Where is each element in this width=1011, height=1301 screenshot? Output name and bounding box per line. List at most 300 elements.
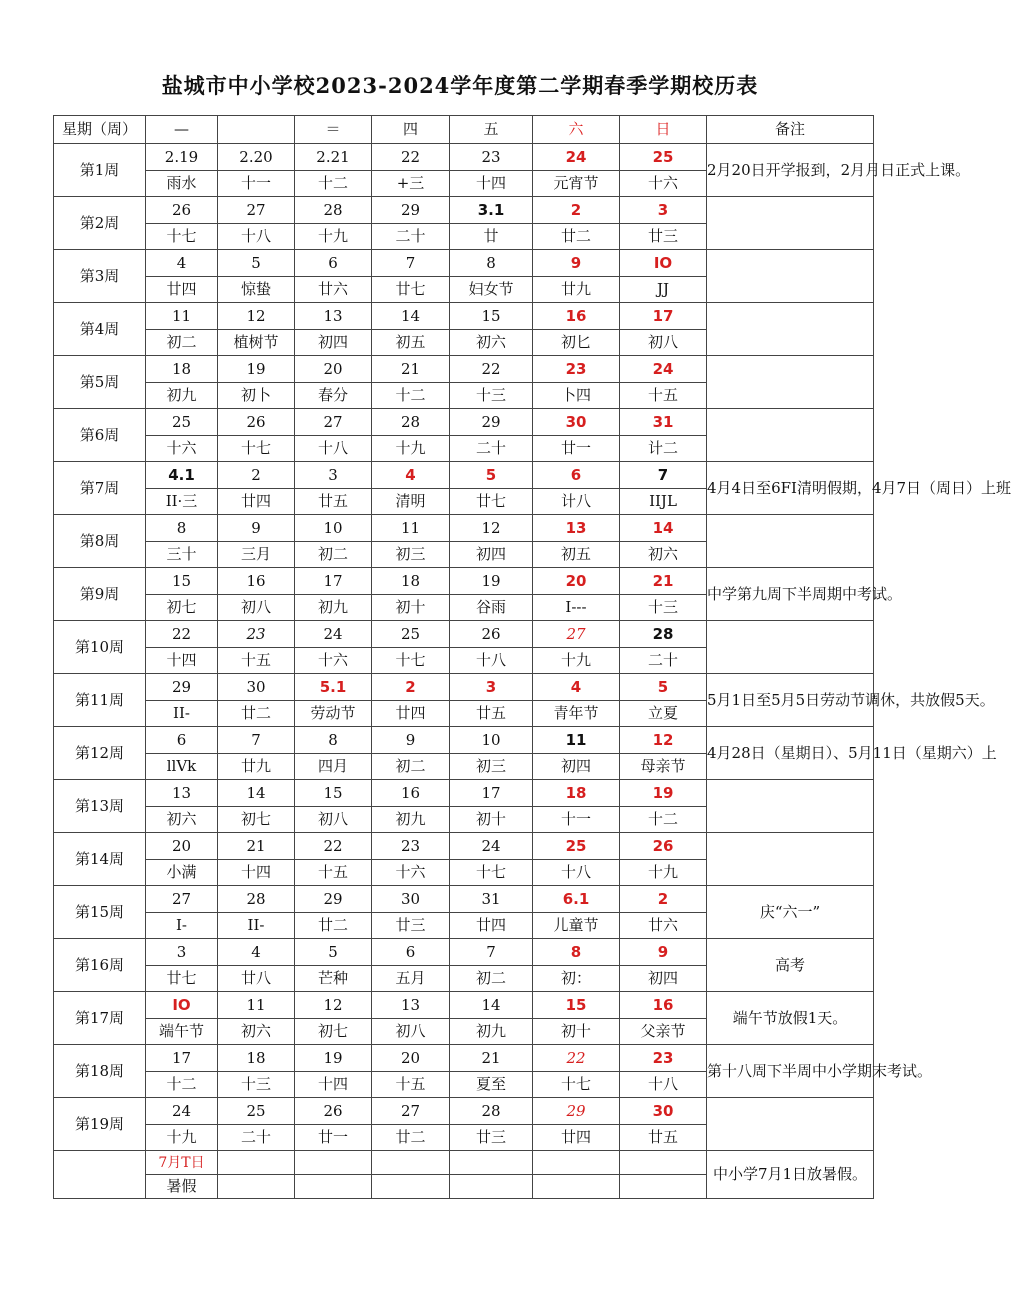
- date-cell: 11: [372, 515, 450, 542]
- date-cell: 4: [533, 674, 620, 701]
- date-cell: 2: [620, 886, 707, 913]
- date-cell: 25: [372, 621, 450, 648]
- date-cell: 8: [146, 515, 218, 542]
- date-cell: 14: [620, 515, 707, 542]
- date-cell: 29: [372, 197, 450, 224]
- date-cell: 14: [218, 780, 295, 807]
- date-cell: 4.1: [146, 462, 218, 489]
- date-cell: 18: [218, 1045, 295, 1072]
- date-cell: 28: [295, 197, 372, 224]
- lunar-cell: 初六: [620, 542, 707, 568]
- lunar-cell: 廿五: [295, 489, 372, 515]
- date-cell: 26: [295, 1098, 372, 1125]
- lunar-cell: 初八: [620, 330, 707, 356]
- note-cell: [707, 197, 874, 250]
- date-cell: 16: [533, 303, 620, 330]
- note-cell: [707, 303, 874, 356]
- week-row: [54, 833, 874, 860]
- lunar-cell: 初六: [218, 1019, 295, 1045]
- lunar-cell: 廿二: [295, 913, 372, 939]
- date-cell: 27: [146, 886, 218, 913]
- date-cell: 24: [533, 144, 620, 171]
- date-cell: 6: [372, 939, 450, 966]
- date-cell: 16: [372, 780, 450, 807]
- empty-cell: [620, 1151, 707, 1175]
- lunar-cell: 十六: [372, 860, 450, 886]
- date-cell: 2.21: [295, 144, 372, 171]
- note-cell: [707, 1098, 874, 1151]
- lunar-cell: II-: [146, 701, 218, 727]
- lunar-cell: 十九: [146, 1125, 218, 1151]
- header-row: [54, 116, 874, 144]
- date-cell: 21: [620, 568, 707, 595]
- empty-cell: [218, 1151, 295, 1175]
- lunar-cell: 十四: [146, 648, 218, 674]
- lunar-cell: 雨水: [146, 171, 218, 197]
- lunar-cell: 十五: [295, 860, 372, 886]
- lunar-cell: 十五: [218, 648, 295, 674]
- week-label: 第10周: [54, 621, 146, 674]
- lunar-cell: 十五: [620, 383, 707, 409]
- week-row: [54, 303, 874, 330]
- header-note: 备注: [707, 116, 874, 144]
- lunar-cell: 廿七: [146, 966, 218, 992]
- week-label: 第1周: [54, 144, 146, 197]
- date-cell: 5: [295, 939, 372, 966]
- date-cell: 29: [295, 886, 372, 913]
- lunar-cell: 初十: [450, 807, 533, 833]
- date-cell: 30: [620, 1098, 707, 1125]
- lunar-cell: 廿二: [372, 1125, 450, 1151]
- week-row: [54, 621, 874, 648]
- header-sat: 六: [533, 116, 620, 144]
- week-row: [54, 250, 874, 277]
- final-note: 中小学7月1日放暑假。: [707, 1151, 874, 1199]
- empty-cell: [533, 1175, 620, 1199]
- week-label: 第2周: [54, 197, 146, 250]
- lunar-cell: 十八: [295, 436, 372, 462]
- lunar-cell: 初四: [295, 330, 372, 356]
- date-cell: 26: [146, 197, 218, 224]
- date-cell: 17: [295, 568, 372, 595]
- week-row: [54, 1045, 874, 1072]
- lunar-cell: 廿一: [533, 436, 620, 462]
- week-label: 第8周: [54, 515, 146, 568]
- note-cell: 第十八周下半周中小学期末考试。: [707, 1045, 874, 1098]
- date-cell: 19: [295, 1045, 372, 1072]
- date-cell: 28: [372, 409, 450, 436]
- lunar-cell: 十三: [620, 595, 707, 621]
- date-cell: 22: [372, 144, 450, 171]
- date-cell: 23: [450, 144, 533, 171]
- week-row: [54, 992, 874, 1019]
- lunar-cell: 初二: [146, 330, 218, 356]
- date-cell: IO: [146, 992, 218, 1019]
- date-cell: 23: [372, 833, 450, 860]
- note-cell: 端午节放假1天。: [707, 992, 874, 1045]
- empty-cell: [295, 1151, 372, 1175]
- date-cell: 10: [450, 727, 533, 754]
- lunar-cell: 谷雨: [450, 595, 533, 621]
- date-cell: 8: [533, 939, 620, 966]
- lunar-cell: II·三: [146, 489, 218, 515]
- lunar-cell: 十五: [372, 1072, 450, 1098]
- date-cell: 25: [620, 144, 707, 171]
- week-label: 第12周: [54, 727, 146, 780]
- date-cell: 13: [533, 515, 620, 542]
- lunar-cell: 廿五: [450, 701, 533, 727]
- date-cell: 5: [620, 674, 707, 701]
- lunar-cell: 十八: [218, 224, 295, 250]
- date-cell: 7: [450, 939, 533, 966]
- date-cell: 6: [295, 250, 372, 277]
- week-row: [54, 939, 874, 966]
- week-label: 第19周: [54, 1098, 146, 1151]
- lunar-cell: 初匕: [533, 330, 620, 356]
- empty-cell: [450, 1151, 533, 1175]
- date-cell: 30: [218, 674, 295, 701]
- date-cell: 9: [620, 939, 707, 966]
- date-cell: 6: [533, 462, 620, 489]
- lunar-cell: 初五: [372, 330, 450, 356]
- date-cell: 9: [372, 727, 450, 754]
- lunar-cell: 初四: [533, 754, 620, 780]
- date-cell: 12: [218, 303, 295, 330]
- date-cell: 2.20: [218, 144, 295, 171]
- lunar-cell: 小满: [146, 860, 218, 886]
- lunar-cell: 初二: [372, 754, 450, 780]
- lunar-cell: 初六: [450, 330, 533, 356]
- lunar-cell: I-: [146, 913, 218, 939]
- week-row: [54, 462, 874, 489]
- week-label: 第4周: [54, 303, 146, 356]
- date-cell: 10: [295, 515, 372, 542]
- note-cell: 高考: [707, 939, 874, 992]
- date-cell: 18: [146, 356, 218, 383]
- lunar-cell: 初九: [146, 383, 218, 409]
- empty-cell: [533, 1151, 620, 1175]
- lunar-cell: 惊蛰: [218, 277, 295, 303]
- date-cell: 31: [620, 409, 707, 436]
- week-row: [54, 409, 874, 436]
- week-label: 第17周: [54, 992, 146, 1045]
- lunar-cell: 十七: [533, 1072, 620, 1098]
- week-row: [54, 1098, 874, 1125]
- date-cell: 27: [372, 1098, 450, 1125]
- date-cell: 21: [218, 833, 295, 860]
- lunar-cell: I---: [533, 595, 620, 621]
- lunar-cell: JJ: [620, 277, 707, 303]
- lunar-cell: 初八: [372, 1019, 450, 1045]
- lunar-cell: 廿四: [218, 489, 295, 515]
- date-cell: 23: [218, 621, 295, 648]
- week-label: 第11周: [54, 674, 146, 727]
- empty-cell: [620, 1175, 707, 1199]
- empty-cell: [372, 1151, 450, 1175]
- lunar-cell: 二十: [620, 648, 707, 674]
- date-cell: 26: [450, 621, 533, 648]
- lunar-cell: 廿四: [372, 701, 450, 727]
- lunar-cell: 廿二: [218, 701, 295, 727]
- note-cell: [707, 515, 874, 568]
- week-label: 第5周: [54, 356, 146, 409]
- note-cell: 中学第九周下半周期中考试。: [707, 568, 874, 621]
- date-cell: 19: [450, 568, 533, 595]
- date-cell: 26: [620, 833, 707, 860]
- lunar-cell: 十七: [218, 436, 295, 462]
- date-cell: 3.1: [450, 197, 533, 224]
- note-cell: 4月4日至6FI清明假期，4月7日（周日）上班: [707, 462, 874, 515]
- lunar-cell: 初三: [450, 754, 533, 780]
- lunar-cell: 十四: [218, 860, 295, 886]
- lunar-cell: 初：: [533, 966, 620, 992]
- empty-cell: [450, 1175, 533, 1199]
- header-tue: [218, 116, 295, 144]
- lunar-cell: 十二: [295, 171, 372, 197]
- lunar-cell: 廿四: [146, 277, 218, 303]
- week-label: 第15周: [54, 886, 146, 939]
- date-cell: 11: [218, 992, 295, 1019]
- note-cell: [707, 250, 874, 303]
- date-cell: 24: [620, 356, 707, 383]
- lunar-cell: IIJL: [620, 489, 707, 515]
- lunar-cell: 青年节: [533, 701, 620, 727]
- date-cell: 3: [620, 197, 707, 224]
- lunar-cell: 四月: [295, 754, 372, 780]
- date-cell: 15: [146, 568, 218, 595]
- note-cell: 庆“六一”: [707, 886, 874, 939]
- lunar-cell: 廿九: [218, 754, 295, 780]
- date-cell: 7: [218, 727, 295, 754]
- week-row: [54, 568, 874, 595]
- note-cell: 5月1日至5月5日劳动节调休，共放假5天。: [707, 674, 874, 727]
- lunar-cell: 二十: [450, 436, 533, 462]
- date-cell: 2.19: [146, 144, 218, 171]
- lunar-cell: II-: [218, 913, 295, 939]
- date-cell: 20: [533, 568, 620, 595]
- header-week: 星期（周）: [54, 116, 146, 144]
- lunar-cell: 端午节: [146, 1019, 218, 1045]
- lunar-cell: 十四: [295, 1072, 372, 1098]
- note-cell: 4月28日（星期日）、5月11日（星期六）上: [707, 727, 874, 780]
- lunar-cell: 廿三: [372, 913, 450, 939]
- week-label: 第7周: [54, 462, 146, 515]
- lunar-cell: 廿四: [533, 1125, 620, 1151]
- date-cell: 29: [533, 1098, 620, 1125]
- date-cell: 21: [372, 356, 450, 383]
- date-cell: 12: [620, 727, 707, 754]
- date-cell: 17: [450, 780, 533, 807]
- header-thu: 四: [372, 116, 450, 144]
- week-label: 第6周: [54, 409, 146, 462]
- lunar-cell: 廿三: [450, 1125, 533, 1151]
- date-cell: 7: [620, 462, 707, 489]
- lunar-cell: 清明: [372, 489, 450, 515]
- week-row: [54, 144, 874, 171]
- date-cell: 5.1: [295, 674, 372, 701]
- header-fri: 五: [450, 116, 533, 144]
- lunar-cell: 初卜: [218, 383, 295, 409]
- lunar-cell: 初三: [372, 542, 450, 568]
- date-cell: 7: [372, 250, 450, 277]
- note-cell: [707, 621, 874, 674]
- header-sun: 日: [620, 116, 707, 144]
- date-cell: 25: [533, 833, 620, 860]
- week-row: [54, 356, 874, 383]
- date-cell: 18: [372, 568, 450, 595]
- date-cell: 17: [146, 1045, 218, 1072]
- lunar-cell: 十二: [146, 1072, 218, 1098]
- lunar-cell: 卜四: [533, 383, 620, 409]
- date-cell: 8: [450, 250, 533, 277]
- date-cell: 9: [218, 515, 295, 542]
- date-cell: 24: [146, 1098, 218, 1125]
- lunar-cell: 十八: [620, 1072, 707, 1098]
- lunar-cell: 十八: [450, 648, 533, 674]
- lunar-cell: 二十: [372, 224, 450, 250]
- lunar-cell: 十七: [372, 648, 450, 674]
- lunar-cell: 初九: [295, 595, 372, 621]
- page-title: 盐城市中小学校2023-2024学年度第二学期春季学期校历表: [161, 73, 759, 98]
- date-cell: 2: [533, 197, 620, 224]
- lunar-cell: 廿四: [450, 913, 533, 939]
- date-cell: 9: [533, 250, 620, 277]
- lunar-cell: 廿三: [620, 224, 707, 250]
- lunar-cell: 计八: [533, 489, 620, 515]
- lunar-cell: 廿八: [218, 966, 295, 992]
- date-cell: 5: [450, 462, 533, 489]
- date-cell: 24: [295, 621, 372, 648]
- date-cell: 30: [533, 409, 620, 436]
- note-cell: 2月20日开学报到，2月月日正式上课。: [707, 144, 874, 197]
- date-cell: 14: [450, 992, 533, 1019]
- week-row: [54, 674, 874, 701]
- week-row: [54, 727, 874, 754]
- lunar-cell: 十一: [533, 807, 620, 833]
- lunar-cell: 廿七: [372, 277, 450, 303]
- lunar-cell: 廿六: [295, 277, 372, 303]
- lunar-cell: 十六: [295, 648, 372, 674]
- note-cell: [707, 780, 874, 833]
- date-cell: 20: [146, 833, 218, 860]
- week-row: [54, 886, 874, 913]
- lunar-cell: 初六: [146, 807, 218, 833]
- date-cell: 3: [450, 674, 533, 701]
- final-lunar: 暑假: [146, 1175, 218, 1199]
- lunar-cell: 植树节: [218, 330, 295, 356]
- final-row: [54, 1151, 874, 1175]
- date-cell: 28: [218, 886, 295, 913]
- lunar-cell: 妇女节: [450, 277, 533, 303]
- lunar-cell: 十三: [218, 1072, 295, 1098]
- date-cell: 5: [218, 250, 295, 277]
- empty-cell: [295, 1175, 372, 1199]
- week-label: 第14周: [54, 833, 146, 886]
- date-cell: 13: [295, 303, 372, 330]
- date-cell: 13: [146, 780, 218, 807]
- date-cell: 17: [620, 303, 707, 330]
- date-cell: 13: [372, 992, 450, 1019]
- note-cell: [707, 409, 874, 462]
- lunar-cell: 十九: [533, 648, 620, 674]
- lunar-cell: 初五: [533, 542, 620, 568]
- date-cell: 27: [533, 621, 620, 648]
- lunar-cell: 初十: [372, 595, 450, 621]
- lunar-cell: 初七: [295, 1019, 372, 1045]
- date-cell: 25: [146, 409, 218, 436]
- date-cell: 22: [295, 833, 372, 860]
- note-cell: [707, 356, 874, 409]
- date-cell: 22: [146, 621, 218, 648]
- date-cell: 31: [450, 886, 533, 913]
- date-cell: 21: [450, 1045, 533, 1072]
- lunar-cell: 十四: [450, 171, 533, 197]
- lunar-cell: 母亲节: [620, 754, 707, 780]
- date-cell: 19: [218, 356, 295, 383]
- date-cell: 27: [295, 409, 372, 436]
- date-cell: 29: [450, 409, 533, 436]
- date-cell: 19: [620, 780, 707, 807]
- lunar-cell: 初七: [146, 595, 218, 621]
- date-cell: 22: [533, 1045, 620, 1072]
- lunar-cell: 初九: [372, 807, 450, 833]
- lunar-cell: 初二: [295, 542, 372, 568]
- date-cell: 6: [146, 727, 218, 754]
- date-cell: 2: [372, 674, 450, 701]
- lunar-cell: 廿一: [295, 1125, 372, 1151]
- date-cell: 12: [295, 992, 372, 1019]
- date-cell: 20: [295, 356, 372, 383]
- lunar-cell: 初十: [533, 1019, 620, 1045]
- date-cell: 4: [218, 939, 295, 966]
- lunar-cell: 廿二: [533, 224, 620, 250]
- lunar-cell: 十六: [146, 436, 218, 462]
- note-cell: [707, 833, 874, 886]
- lunar-cell: 十九: [620, 860, 707, 886]
- header-mon: —: [146, 116, 218, 144]
- lunar-cell: 立夏: [620, 701, 707, 727]
- date-cell: 23: [533, 356, 620, 383]
- lunar-cell: 十二: [372, 383, 450, 409]
- lunar-cell: 芒种: [295, 966, 372, 992]
- date-cell: 15: [450, 303, 533, 330]
- lunar-cell: llVk: [146, 754, 218, 780]
- lunar-cell: 初四: [620, 966, 707, 992]
- final-date: 7月T日: [146, 1151, 218, 1175]
- week-row: [54, 515, 874, 542]
- lunar-cell: 初九: [450, 1019, 533, 1045]
- date-cell: 24: [450, 833, 533, 860]
- date-cell: 3: [295, 462, 372, 489]
- week-label: 第13周: [54, 780, 146, 833]
- date-cell: 28: [620, 621, 707, 648]
- lunar-cell: 十二: [620, 807, 707, 833]
- date-cell: 8: [295, 727, 372, 754]
- empty-cell: [372, 1175, 450, 1199]
- lunar-cell: 五月: [372, 966, 450, 992]
- date-cell: 29: [146, 674, 218, 701]
- lunar-cell: 夏至: [450, 1072, 533, 1098]
- lunar-cell: 廿六: [620, 913, 707, 939]
- lunar-cell: 初二: [450, 966, 533, 992]
- lunar-cell: +三: [372, 171, 450, 197]
- date-cell: 2: [218, 462, 295, 489]
- lunar-cell: 十九: [372, 436, 450, 462]
- lunar-cell: 廿九: [533, 277, 620, 303]
- date-cell: 11: [533, 727, 620, 754]
- date-cell: 20: [372, 1045, 450, 1072]
- date-cell: 25: [218, 1098, 295, 1125]
